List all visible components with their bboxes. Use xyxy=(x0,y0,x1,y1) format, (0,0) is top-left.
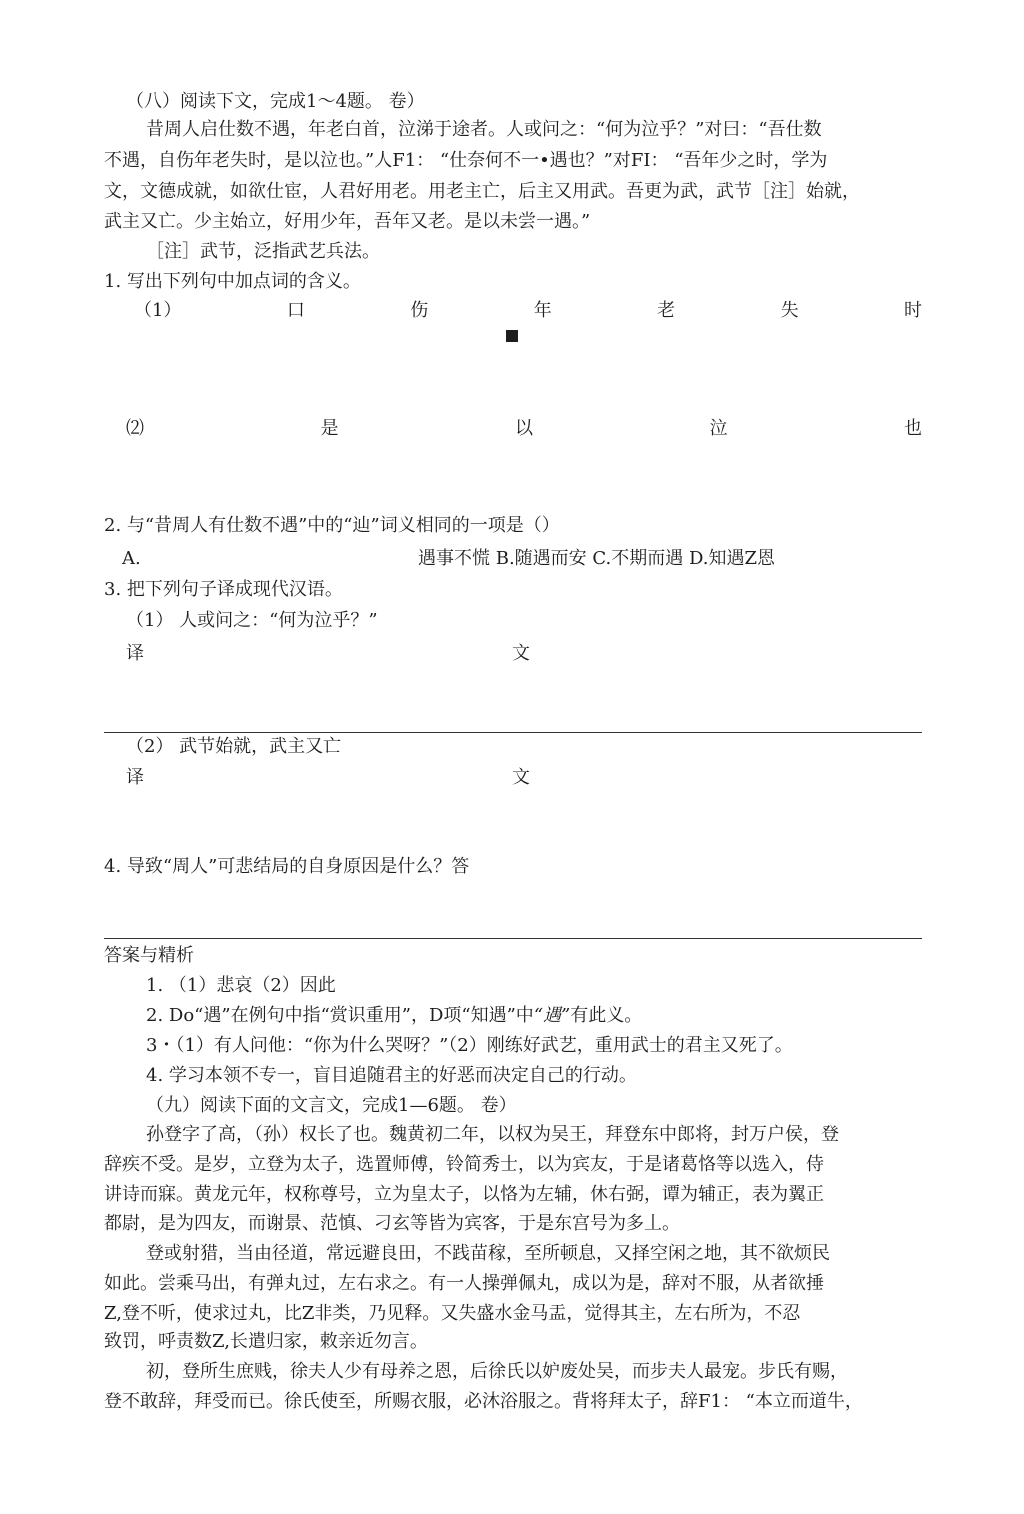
section-8-heading: （八）阅读下文，完成1〜4题。 卷） xyxy=(126,91,425,112)
q1-word: 口 xyxy=(286,300,305,321)
answers-heading: 答案与精析 xyxy=(104,945,194,966)
passage-line: 辞疾不受。是岁，立登为太子，选置师傅，铃简秀士，以为宾友，于是诸葛恪等以选入，侍 xyxy=(104,1154,824,1175)
passage-line: 讲诗而寐。黄龙元年，权称尊号，立为皇太子，以恪为左辅，休右弼，谭为辅正，表为翼正 xyxy=(104,1184,824,1205)
translation-label-wen: 文 xyxy=(512,767,530,788)
q1-word: 老 xyxy=(657,300,676,321)
question-3-sentence-2: （2） 武节始就，武主又亡 xyxy=(126,736,342,757)
answer-2-text: 有此义。 xyxy=(570,1005,643,1026)
question-1-line-2 xyxy=(104,417,922,441)
passage-line: 都尉，是为四友，而谢景、范慎、刁玄等皆为宾客，于是东宫号为多丄。 xyxy=(104,1213,680,1234)
answer-2-italic: “遇” xyxy=(533,1005,571,1026)
passage-line: 不遇，自伤年老失时，是以泣也。”人F1： “仕奈何不一•遇也？”对FI： “吾年少之时，学为 xyxy=(104,150,828,171)
translation-label-wen: 文 xyxy=(512,643,530,664)
q1-word: 也 xyxy=(904,418,922,439)
passage-line: 登不敢辞，拜受而已。徐氏使至，所赐衣服，必沐浴服之。背将拜太子，辞F1： “本立而道牛， xyxy=(104,1391,863,1412)
emphasis-dot-square xyxy=(506,330,518,342)
passage-line: 文，文德成就，如欲仕宦，人君好用老。用老主亡，后主又用武。吾更为武，武节［注］始就， xyxy=(104,181,860,202)
question-2-stem: 2. 与“昔周人有仕数不遇”中的“辿”词义相同的一项是（） xyxy=(104,515,560,536)
question-1-stem: 1. 写出下列句中加点词的含义。 xyxy=(104,271,361,292)
q1-word: 是 xyxy=(320,418,339,439)
q1-word: 时 xyxy=(903,300,922,321)
q1-word: 泣 xyxy=(709,418,728,439)
question-2-option-a: A. xyxy=(122,548,141,569)
question-3-sentence-1: （1） 人或问之：“何为泣乎？” xyxy=(126,610,378,631)
question-1-line-1 xyxy=(104,299,922,323)
section-9-heading: （九）阅读下面的文言文，完成1—6题。 卷） xyxy=(146,1095,517,1116)
answer-3: 3・（1）有人问他：“你为什么哭呀？”（2）刚练好武艺，重用武士的君主又死了。 xyxy=(146,1035,793,1056)
answer-1: 1. （1）悲哀（2）因此 xyxy=(146,975,336,996)
translation-label-yi: 译 xyxy=(126,767,144,788)
passage-line: 初，登所生庶贱，徐夫人少有母养之恩，后徐氏以妒废处吴，而步夫人最宠。步氏有赐， xyxy=(146,1361,848,1382)
answer-line xyxy=(104,732,922,733)
q1-word: ⑵ xyxy=(126,418,144,439)
answer-4: 4. 学习本领不专一，盲目追随君主的好恶而决定自己的行动。 xyxy=(146,1065,637,1086)
answer-line xyxy=(104,938,922,939)
answer-2 xyxy=(146,1004,642,1028)
passage-line: 致罚，呼责数Z,长遣归家，敕亲近勿言。 xyxy=(104,1331,428,1352)
translation-label-yi: 译 xyxy=(126,643,144,664)
q1-word: 以 xyxy=(515,418,533,439)
passage-line: 武主又亡。少主始立，好用少年，吾年又老。是以未尝一遇。” xyxy=(104,211,591,232)
passage-line: 孙登字了高，（孙）权长了也。魏黄初二年，以权为吴王，拜登东中郎将，封万户侯，登 xyxy=(146,1124,839,1145)
passage-line: 如此。尝乘马出，有弹丸过，左右求之。有一人操弹佩丸，成以为是，辞对不服，从者欲捶 xyxy=(104,1273,824,1294)
q1-word: （1） xyxy=(134,300,182,321)
q1-word: 年 xyxy=(533,300,552,321)
question-4-stem: 4. 导致“周人”可悲结局的自身原因是什么？答 xyxy=(104,856,470,877)
answer-2-text: 2. Do“遇”在例句中指“赏识重用”，D项“知遇”中 xyxy=(146,1005,534,1026)
question-3-stem: 3. 把下列句子译成现代汉语。 xyxy=(104,579,343,600)
q1-word: 伤 xyxy=(410,300,429,321)
passage-note: ［注］武节，泛指武艺兵法。 xyxy=(146,241,380,262)
question-2-options: 遇事不慌 B.随遇而安 C.不期而遇 D.知遇Z恩 xyxy=(418,548,775,569)
passage-line: 登或射猎，当由径道，常远避良田，不践苗稼，至所顿息，又择空闲之地，其不欲烦民 xyxy=(146,1243,830,1264)
q1-word: 失 xyxy=(780,300,799,321)
passage-line: 昔周人启仕数不遇，年老白首，泣涕于途者。人或问之：“何为泣乎？”对曰：“吾仕数 xyxy=(146,119,822,140)
passage-line: Z,登不听，使求过丸，比Z非类，乃见释。又失盛水金马盂，觉得其主，左右所为，不忍 xyxy=(104,1303,801,1324)
